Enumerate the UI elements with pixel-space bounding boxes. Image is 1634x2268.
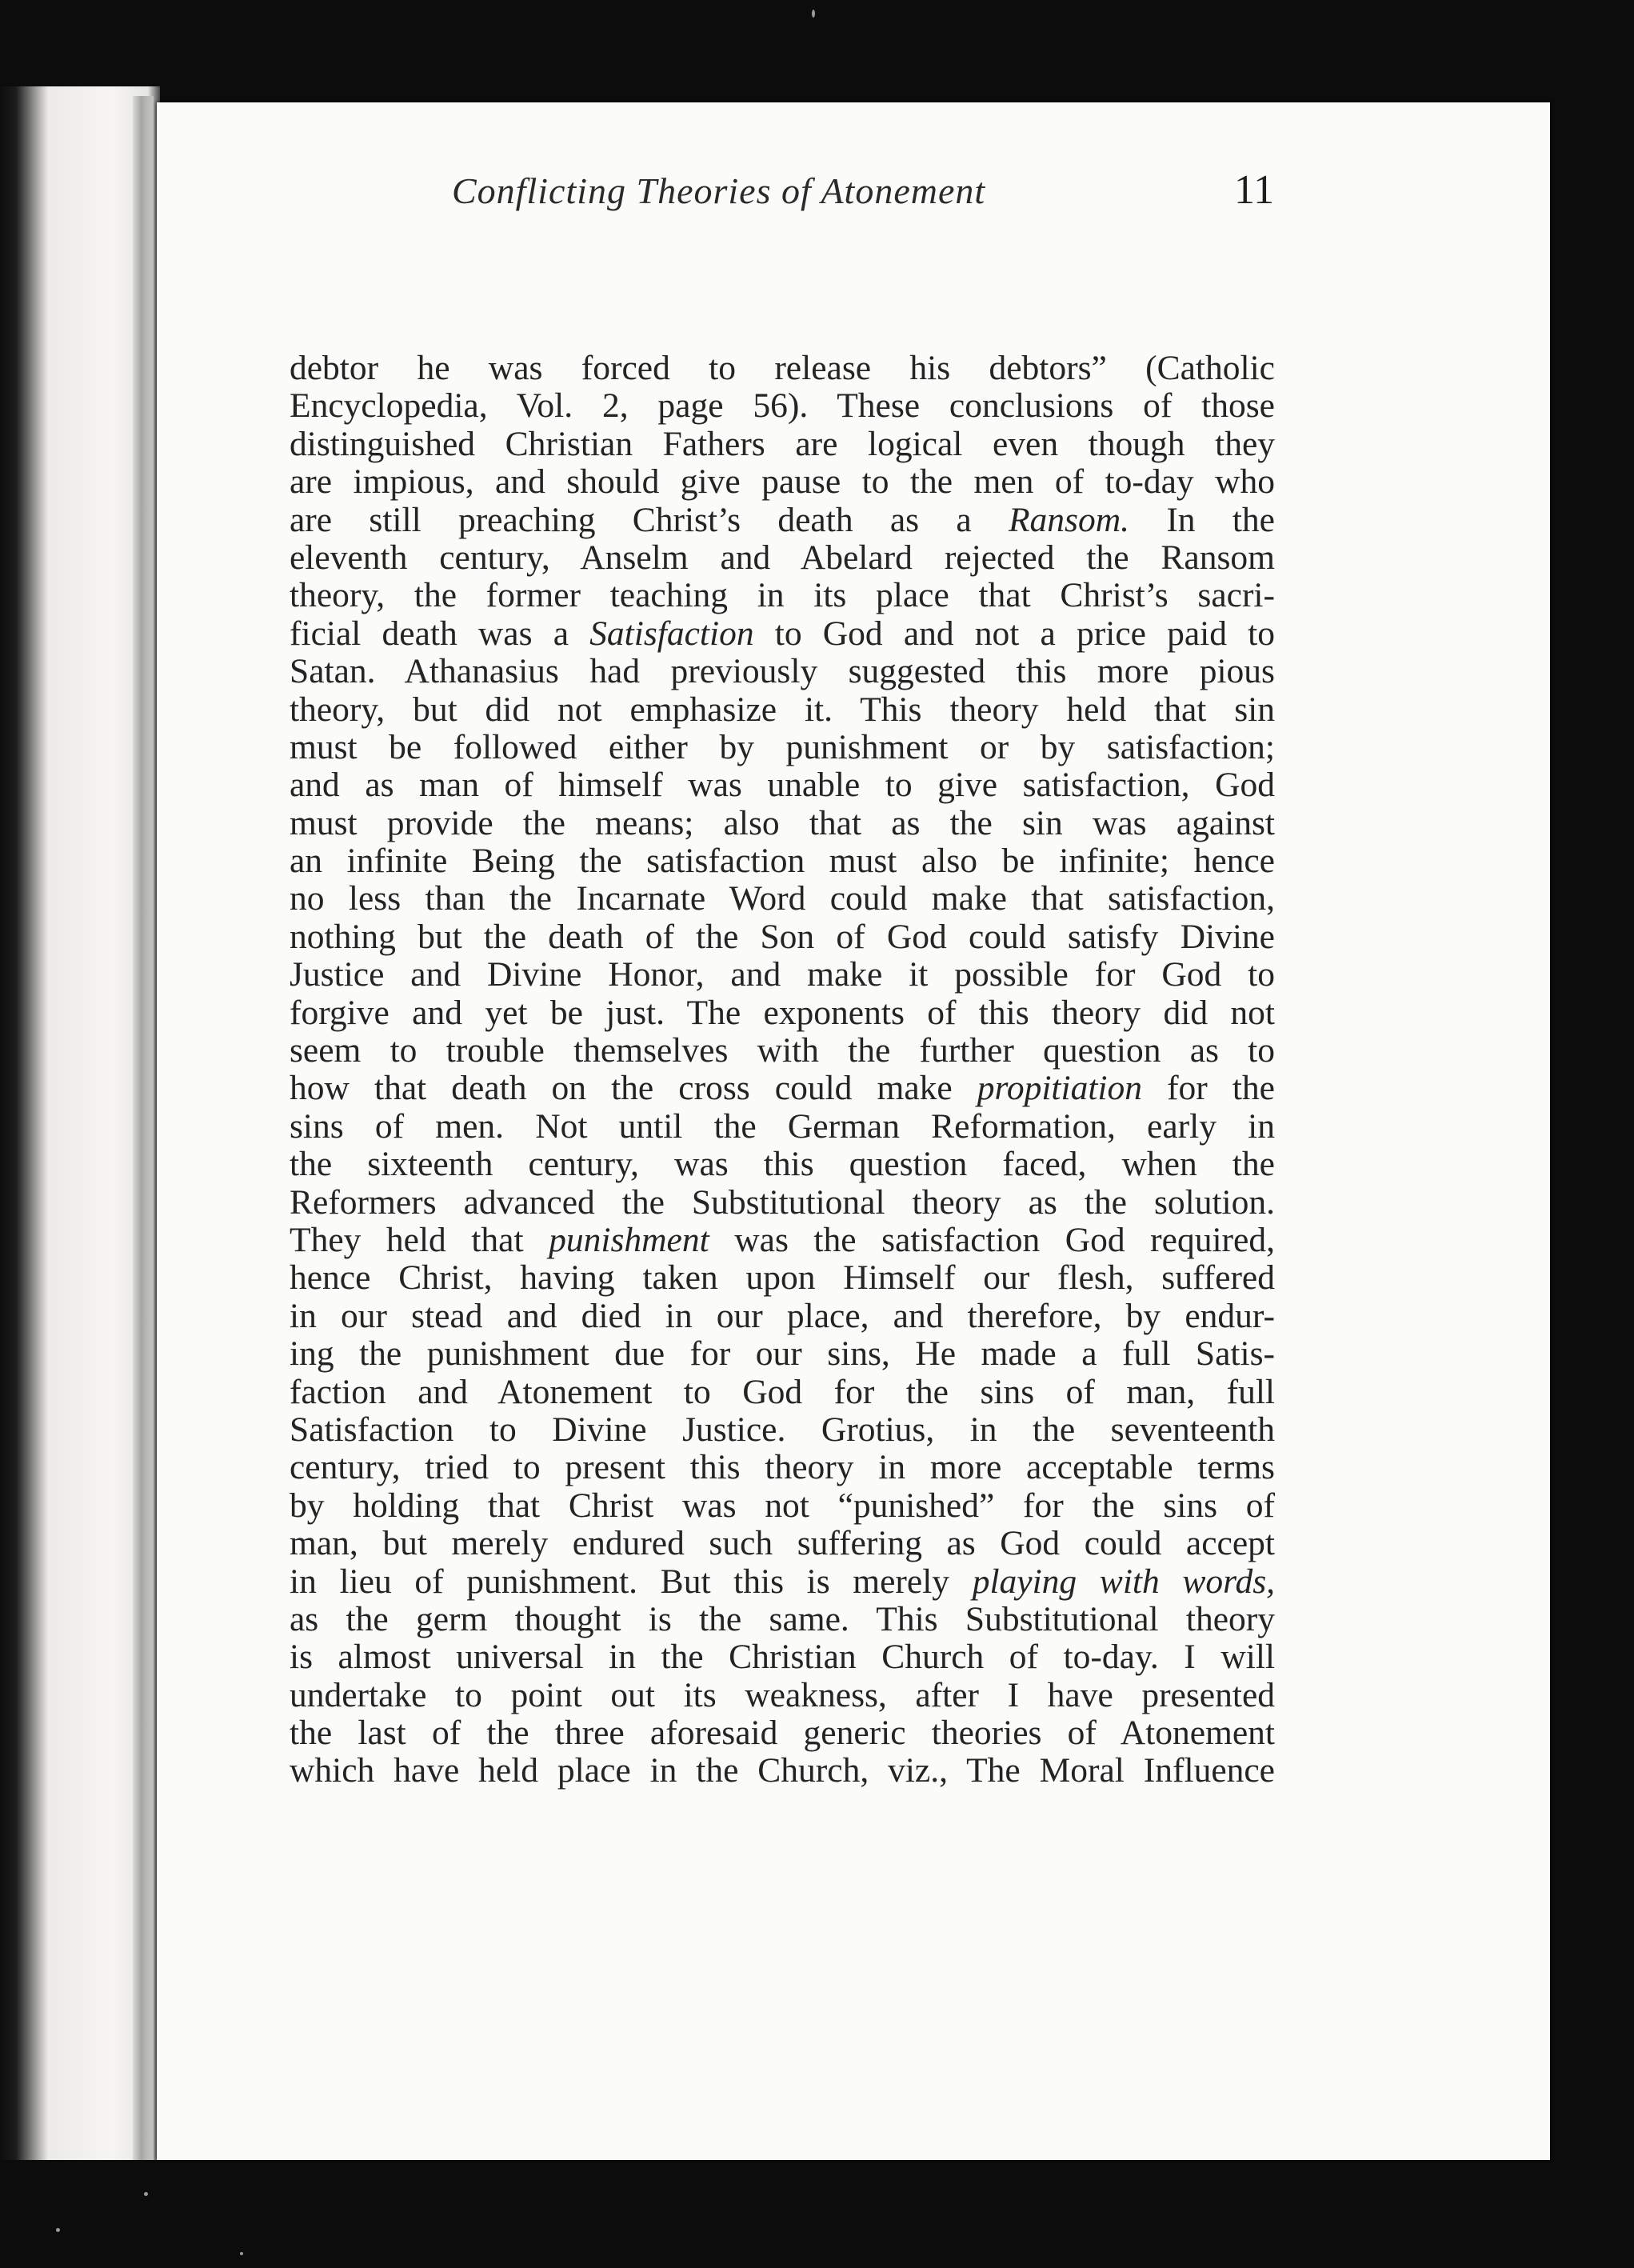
text-run: undertake to point out its weakness, after I have presented bbox=[290, 1676, 1275, 1714]
text-run: theory, the former teaching in its place that Christ’s sacri- bbox=[290, 577, 1275, 615]
text-line bbox=[290, 1070, 1275, 1107]
text-line bbox=[290, 691, 1275, 729]
text-run: Reformers advanced the Substitutional theory as the solution. bbox=[290, 1183, 1275, 1222]
text-line bbox=[290, 1677, 1275, 1714]
text-line bbox=[290, 1184, 1275, 1222]
text-line bbox=[290, 1298, 1275, 1335]
text-line bbox=[290, 653, 1275, 690]
text-run: an infinite Being the satisfaction must also be infinite; hence bbox=[290, 842, 1275, 881]
text-line bbox=[290, 502, 1275, 539]
body-text bbox=[290, 350, 1275, 1790]
text-line bbox=[290, 1714, 1275, 1752]
text-run: hence Christ, having taken upon Himself our flesh, suffered bbox=[290, 1259, 1275, 1298]
text-line bbox=[290, 1601, 1275, 1638]
text-line bbox=[290, 1525, 1275, 1562]
text-line bbox=[290, 842, 1275, 880]
text-line bbox=[290, 1411, 1275, 1449]
text-line bbox=[290, 880, 1275, 918]
text-line bbox=[290, 577, 1275, 614]
text-run: debtor he was forced to release his debtors” (Catholic bbox=[290, 350, 1275, 387]
text-run: Justice and Divine Honor, and make it possible for God to bbox=[290, 956, 1275, 994]
text-run: sins of men. Not until the German Reformation, early in bbox=[290, 1107, 1275, 1146]
text-line bbox=[290, 1374, 1275, 1411]
text-run: theory, but did not emphasize it. This theory held that sin bbox=[290, 690, 1275, 729]
text-run: Encyclopedia, Vol. 2, page 56). These conclusions of those bbox=[290, 387, 1275, 426]
text-run: as the germ thought is the same. This Substitutional theory bbox=[290, 1600, 1275, 1638]
text-line bbox=[290, 615, 1275, 653]
text-line bbox=[290, 994, 1275, 1032]
text-line bbox=[290, 387, 1275, 425]
text-run: forgive and yet be just. The exponents of this theory did not bbox=[290, 994, 1275, 1032]
text-line bbox=[290, 766, 1275, 804]
italic-phrase: propitiation bbox=[977, 1070, 1142, 1108]
dust-speck bbox=[812, 10, 815, 18]
text-line bbox=[290, 539, 1275, 577]
text-run: eleventh century, Anselm and Abelard rejected the Ransom bbox=[290, 538, 1275, 577]
text-run: man, but merely endured such suffering as God could accept bbox=[290, 1525, 1275, 1563]
text-run: in lieu of punishment. But this is merely bbox=[290, 1562, 973, 1601]
text-line bbox=[290, 1259, 1275, 1297]
text-line bbox=[290, 1222, 1275, 1259]
text-run: ing the punishment due for our sins, He made a full Satis- bbox=[290, 1335, 1275, 1374]
text-run: faction and Atonement to God for the sins of man, full bbox=[290, 1373, 1275, 1411]
running-head: Conflicting Theories of Atonement bbox=[452, 170, 986, 211]
text-line bbox=[290, 1108, 1275, 1146]
text-run: was the satisfaction God required, bbox=[709, 1221, 1275, 1259]
text-line bbox=[290, 956, 1275, 994]
text-line bbox=[290, 729, 1275, 766]
text-run: ficial death was a bbox=[290, 614, 590, 653]
dust-speck bbox=[240, 2252, 243, 2255]
text-run: no less than the Incarnate Word could make that satisfaction, bbox=[290, 880, 1275, 918]
text-run: century, tried to present this theory in more acceptable terms bbox=[290, 1449, 1275, 1487]
text-run: nothing but the death of the Son of God could satisfy Divine bbox=[290, 918, 1275, 956]
text-run: and as man of himself was unable to give satisfaction, God bbox=[290, 766, 1275, 805]
text-run: They held that bbox=[290, 1221, 549, 1259]
book-gutter bbox=[133, 96, 154, 2160]
text-run: are still preaching Christ’s death as a bbox=[290, 501, 1009, 539]
text-line bbox=[290, 463, 1275, 501]
text-run: Satisfaction to Divine Justice. Grotius, in the seventeenth bbox=[290, 1410, 1275, 1449]
text-line bbox=[290, 1449, 1275, 1486]
text-run: must provide the means; also that as the sin was against bbox=[290, 804, 1275, 842]
text-run: distinguished Christian Fathers are logical even though they bbox=[290, 425, 1275, 463]
italic-phrase: playing with words, bbox=[972, 1562, 1275, 1601]
text-line bbox=[290, 1752, 1275, 1790]
text-run: how that death on the cross could make bbox=[290, 1070, 977, 1108]
italic-phrase: punishment bbox=[549, 1221, 709, 1259]
text-run: Satan. Athanasius had previously suggested this more pious bbox=[290, 653, 1275, 691]
text-run: the sixteenth century, was this question faced, when the bbox=[290, 1146, 1275, 1184]
text-run: by holding that Christ was not “punished” for the sins of bbox=[290, 1486, 1275, 1525]
text-line bbox=[290, 426, 1275, 463]
text-run: for the bbox=[1142, 1070, 1275, 1108]
dust-speck bbox=[56, 2228, 60, 2232]
text-line bbox=[290, 1032, 1275, 1070]
text-run: In the bbox=[1129, 501, 1275, 539]
text-line bbox=[290, 918, 1275, 956]
text-run: in our stead and died in our place, and therefore, by endur- bbox=[290, 1297, 1275, 1335]
text-line bbox=[290, 350, 1275, 387]
text-line bbox=[290, 1563, 1275, 1601]
text-run: is almost universal in the Christian Church of to-day. I will bbox=[290, 1638, 1275, 1677]
text-line bbox=[290, 1335, 1275, 1373]
text-line bbox=[290, 805, 1275, 842]
italic-phrase: Ransom. bbox=[1008, 501, 1130, 539]
text-run: must be followed either by punishment or by satisfaction; bbox=[290, 728, 1275, 766]
text-run: are impious, and should give pause to the men of to-day who bbox=[290, 463, 1275, 502]
text-run: seem to trouble themselves with the further question as to bbox=[290, 1032, 1275, 1070]
text-run: which have held place in the Church, viz., The Moral Influence bbox=[290, 1752, 1275, 1790]
page-number: 11 bbox=[1234, 167, 1275, 213]
text-line bbox=[290, 1638, 1275, 1676]
text-run: the last of the three aforesaid generic theories of Atonement bbox=[290, 1714, 1275, 1753]
dust-speck bbox=[144, 2192, 148, 2196]
text-line bbox=[290, 1487, 1275, 1525]
italic-phrase: Satisfaction bbox=[589, 614, 754, 653]
text-line bbox=[290, 1146, 1275, 1183]
text-run: to God and not a price paid to bbox=[753, 614, 1275, 653]
